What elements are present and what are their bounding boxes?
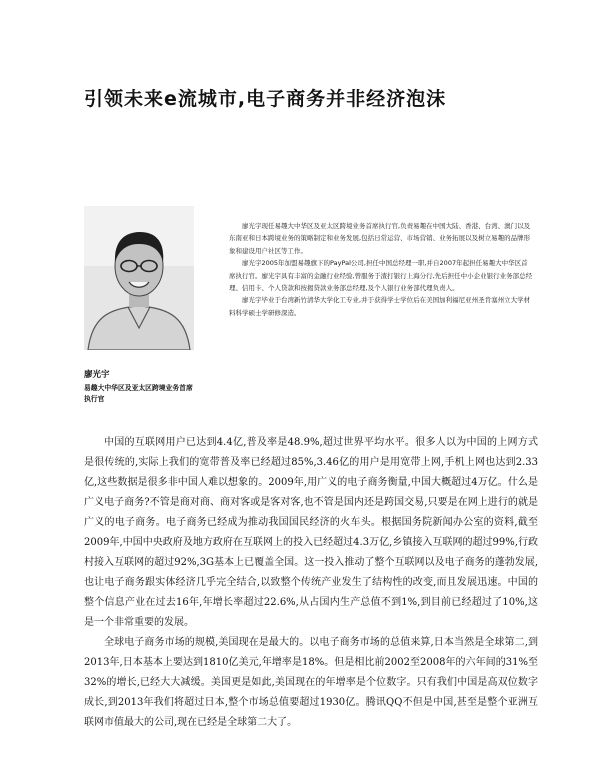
bio-paragraph: 廖光宇毕业于台湾新竹清华大学化工专业,并于获得学士学位后在美国加利福尼亚州圣肯塞州立大学材料科学硕士学研修深造。 [229,296,531,317]
bio-block [229,220,534,319]
person-role: 易趣大中华区及亚太区跨境业务首席执行官 [84,384,193,403]
body-paragraph: 中国的互联网用户已达到4.4亿,普及率是48.9%,超过世界平均水平。很多人以为中国的上网方式是很传统的,实际上我们的宽带普及率已经超过85%,3.46亿的用户是用宽带上网,手机上网也达到2.33亿,这些数据是很多非中国人难以想象的。2009年,用广义的电子商务衡量,中国大概超过4万亿。什么是广义电子商务?不管是商对商、商对客或是客对客,也不管是国内还是跨国交易,只要是在网上进行的就是广义的电子商务。电子商务已经成为推动我国国民经济的火车头。根据国务院新闻办公室的资料,截至2009年,中国中央政府及地方政府在互联网上的投入已经超过4.3万亿,乡镇接入互联网的超过99%,行政村接入互联网的超过92%,3G基本上已覆盖全国。这一投入推动了整个互联网以及电子商务的蓬勃发展,也让电子商务跟实体经济几乎完全结合,以致整个传统产业发生了结构性的改变,而且发展迅速。中国的整个信息产业在过去16年,年增长率超过22.6%,从占国内生产总值不到1%,到目前已经超过了10%,这是一个非常重要的发展。 [84,437,538,628]
person-name: 廖光宇 [84,370,110,380]
bio-paragraph: 廖光宇现任易趣大中华区及亚太区跨境业务首席执行官,负责易趣在中国大陆、香港、台湾、澳门以及东南亚和日本跨境业务的策略制定和业务发展,包括日常运营、市场营销、业务拓展以及树立易趣的品牌形象和建设用户社区等工作。 [229,222,531,255]
article-title: 引领未来e流城市,电子商务并非经济泡沫 [84,88,447,110]
body-paragraph: 全球电子商务市场的规模,美国现在是最大的。以电子商务市场的总值来算,日本当然是全球第二,到2013年,日本基本上要达到1810亿美元,年增率是18%。但是相比前2002至2008年的六年间的31%至32%的增长,已经大大减缓。美国更是如此,美国现在的年增率是个位数字。只有我们中国是高双位数字成长,到2013年我们将超过日本,整个市场总值要超过1930亿。腾讯QQ不但是中国,甚至是整个亚洲互联网市值最大的公司,现在已经是全球第二大了。 [84,637,538,728]
article-body [84,433,538,733]
portrait-photo [84,206,194,350]
portrait-illustration [84,206,194,350]
bio-paragraph: 廖光宇2005年加盟易趣旗下的PayPal公司,担任中国总经理一职,并自2007年起担任易趣大中华区首席执行官。廖光宇具有丰富的金融行业经验,曾服务于渣打银行上海分行,先后担任中小企业银行业务部总经理、信用卡、个人贷款和按揭贷款业务部总经理,及个人银行业务部代理负责人。 [229,259,533,293]
